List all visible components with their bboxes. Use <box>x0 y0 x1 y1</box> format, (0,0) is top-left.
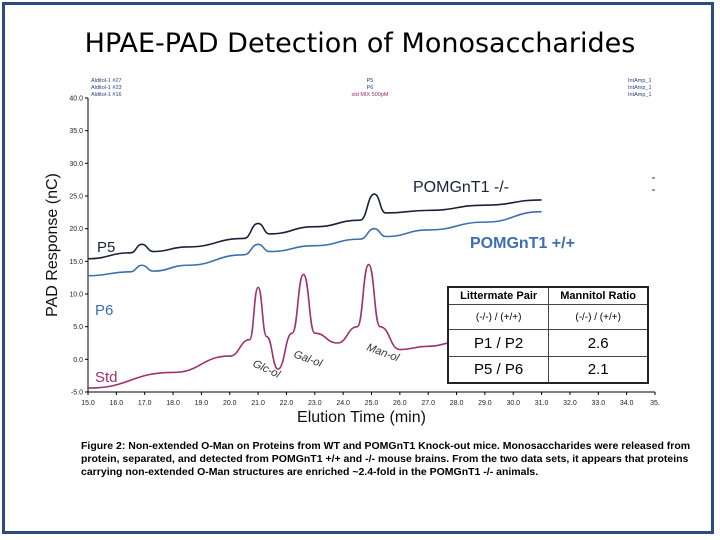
x-tick-label: 27.0 <box>421 400 436 407</box>
header-trace-label: IntAmp_1 <box>628 92 652 98</box>
y-tick-label: 25.0 <box>69 193 83 201</box>
x-tick-label: 15.0 <box>81 400 95 407</box>
table-cell-ratio: 2.1 <box>549 356 648 383</box>
mannitol-ratio-table <box>447 286 649 384</box>
header-trace-label: std MIX 500pM <box>351 92 389 98</box>
table-cell-pair: P5 / P6 <box>448 356 549 383</box>
table-header-pair: Littermate Pair <box>448 287 549 305</box>
series-label-p6: P6 <box>95 302 114 319</box>
header-trace-label: P6 <box>366 85 374 91</box>
caption-bold: Figure 2: Non-extended O-Man on Proteins from WT and POMGnT1 Knock-out mice. <box>81 440 500 452</box>
x-tick-label: 30.0 <box>506 400 521 407</box>
x-tick-label: 17.0 <box>137 400 152 407</box>
x-axis-label: Elution Time (min) <box>297 409 426 426</box>
y-tick-label: 35.0 <box>69 128 83 136</box>
table-subheader-pair: (-/-) / (+/+) <box>448 305 549 330</box>
header-trace-label: P5 <box>366 78 374 84</box>
x-tick-label: 34.0 <box>619 400 634 407</box>
header-trace-label: Alditol-1 #16 <box>91 92 122 98</box>
series-genotype-p6: POMGnT1 +/+ <box>470 235 575 252</box>
y-tick-label: 40.0 <box>69 95 83 103</box>
y-tick-label: 10.0 <box>69 291 83 299</box>
x-tick-label: 29.0 <box>478 400 492 407</box>
x-tick-label: 20.0 <box>222 400 237 407</box>
x-tick-label: 19.0 <box>194 400 209 407</box>
series-genotype-p5: POMGnT1 -/- <box>413 179 510 196</box>
x-tick-label: 33.0 <box>591 400 606 407</box>
table-cell-ratio: 2.6 <box>549 330 648 356</box>
table-cell-pair: P1 / P2 <box>448 330 549 356</box>
y-tick-label: 20.0 <box>69 226 83 234</box>
peak-annotation: Glc-ol <box>250 357 282 381</box>
x-tick-label: 18.0 <box>166 400 180 407</box>
peak-annotation: Man-ol <box>364 341 401 365</box>
caption-text: Monosaccharides were released from protein, separated, and detected from POMGnT1 +/+ and -/- mouse brains. From the two data sets, it appears that proteins carrying non-extended O-Man structures are enriched ~2.4-fold in the POMGnT1 -/- animals. <box>81 440 691 478</box>
header-trace-label: Alditol-1 #27 <box>91 78 122 84</box>
table-header-ratio: Mannitol Ratio <box>549 287 648 305</box>
y-axis-label: PAD Response (nC) <box>44 173 61 317</box>
x-tick-label: 22.0 <box>279 400 294 407</box>
header-trace-label: IntAmp_1 <box>628 85 652 91</box>
x-tick-label: 21.0 <box>251 400 265 407</box>
x-tick-label: 35. <box>650 400 660 407</box>
series-label-p5: P5 <box>97 239 116 256</box>
x-tick-label: 16.0 <box>109 400 124 407</box>
y-tick-label: 5.0 <box>73 324 83 332</box>
header-trace-label: IntAmp_1 <box>628 78 652 84</box>
y-tick-label: -5.0 <box>70 389 83 397</box>
slide-title: HPAE-PAD Detection of Monosaccharides <box>84 28 636 59</box>
y-tick-label: 0.0 <box>73 356 83 364</box>
series-label-std: Std <box>95 369 118 386</box>
header-trace-label: Alditol-1 #23 <box>91 85 122 91</box>
figure-caption <box>81 440 701 479</box>
y-tick-label: 30.0 <box>69 160 83 168</box>
y-tick-label: 15.0 <box>69 258 83 266</box>
x-tick-label: 25.0 <box>364 400 379 407</box>
table-subheader-ratio: (-/-) / (+/+) <box>549 305 648 330</box>
x-tick-label: 26.0 <box>393 400 407 407</box>
x-tick-label: 31.0 <box>534 400 549 407</box>
x-tick-label: 28.0 <box>449 400 464 407</box>
x-tick-label: 23.0 <box>307 400 322 407</box>
x-tick-label: 24.0 <box>336 400 350 407</box>
x-tick-label: 32.0 <box>563 400 577 407</box>
peak-annotation: Gal-ol <box>291 348 324 370</box>
